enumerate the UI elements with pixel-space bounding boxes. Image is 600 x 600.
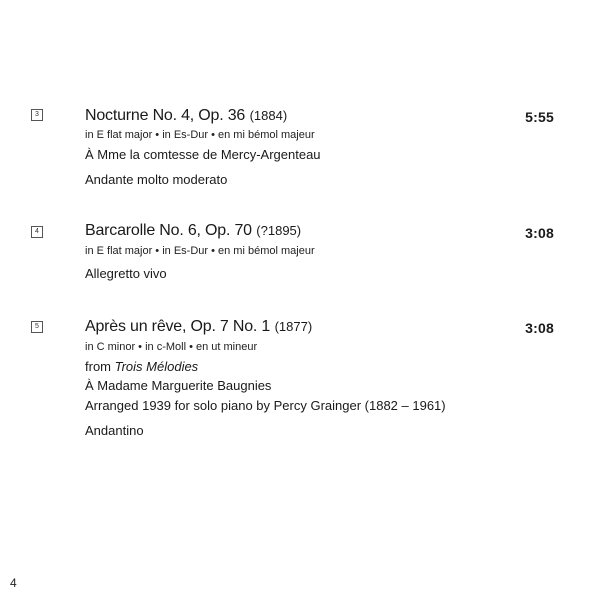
track-title: Après un rêve, Op. 7 No. 1 [85, 318, 271, 335]
track-key: in C minor • in c-Moll • en ut mineur [85, 341, 258, 353]
track-duration: 3:08 [525, 320, 554, 336]
track-arrangement: Arranged 1939 for solo piano by Percy Grainger (1882 – 1961) [85, 398, 446, 413]
track-title-line [85, 222, 301, 240]
track-dedication: À Mme la comtesse de Mercy-Argenteau [85, 147, 321, 162]
track-key: in E flat major • in Es-Dur • en mi bémol majeur [85, 129, 315, 141]
track-year: (1884) [249, 108, 288, 123]
page-number: 4 [10, 576, 17, 590]
track-number-box: 4 [31, 226, 43, 238]
track-source-work: Trois Mélodies [114, 359, 199, 374]
track-tempo: Andante molto moderato [85, 172, 228, 187]
track-source [85, 359, 198, 374]
track-number-box: 3 [31, 109, 43, 121]
track-source-prefix: from [85, 359, 115, 374]
track-tempo: Allegretto vivo [85, 266, 167, 281]
track-key: in E flat major • in Es-Dur • en mi bémol majeur [85, 245, 315, 257]
track-duration: 3:08 [525, 225, 554, 241]
track-year: (?1895) [256, 223, 302, 238]
track-title: Nocturne No. 4, Op. 36 [85, 107, 246, 124]
track-year: (1877) [274, 319, 313, 334]
track-duration: 5:55 [525, 109, 554, 125]
track-number-box: 5 [31, 321, 43, 333]
track-dedication: À Madame Marguerite Baugnies [85, 378, 272, 393]
track-title: Barcarolle No. 6, Op. 70 [85, 222, 252, 239]
track-title-line [85, 107, 287, 125]
track-title-line [85, 318, 312, 336]
track-tempo: Andantino [85, 423, 144, 438]
